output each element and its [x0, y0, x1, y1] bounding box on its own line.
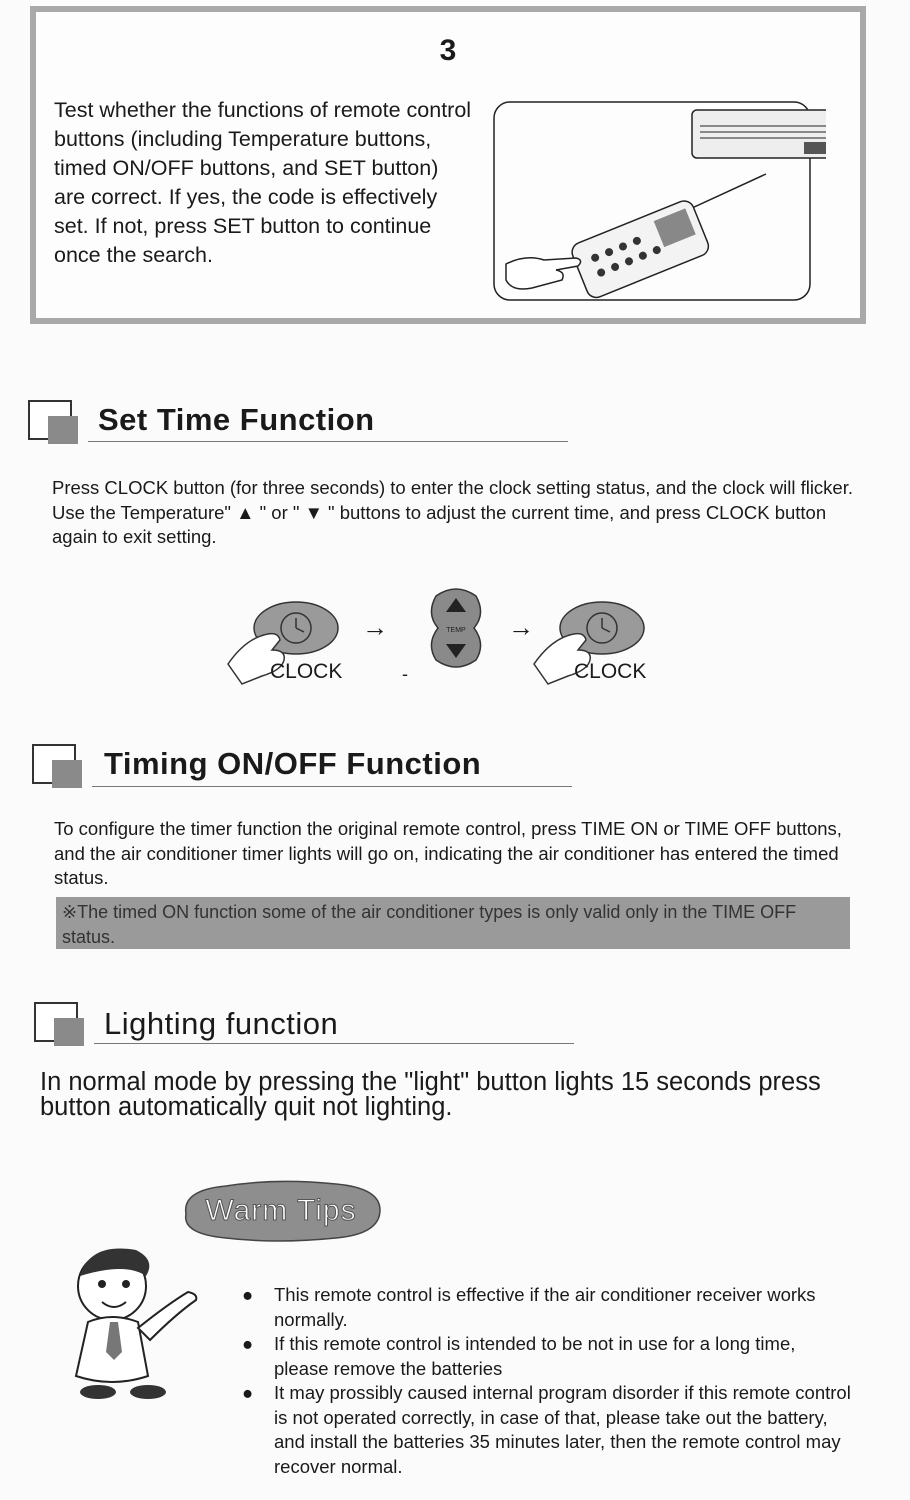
- lighting-description: In normal mode by pressing the "light" button lights 15 seconds press button automatically quit not lighting.: [40, 1068, 821, 1121]
- clock-label-left: CLOCK: [270, 660, 343, 683]
- warm-tips-badge: [176, 1178, 386, 1244]
- dash-mark: -: [402, 664, 408, 684]
- timing-description: To configure the timer function the original remote control, press TIME ON or TIME OFF buttons, and the air conditioner timer lights will go on, indicating the air conditioner has entered the timed status.: [54, 818, 842, 888]
- section-icon: [32, 744, 84, 790]
- step-number: 3: [439, 34, 457, 67]
- step-box: [30, 6, 866, 324]
- remote-ac-illustration: [466, 92, 826, 302]
- warm-tips-list: [242, 1283, 852, 1479]
- section-title-timing: Timing ON/OFF Function: [104, 746, 482, 781]
- cartoon-character: [52, 1242, 212, 1402]
- set-time-description: Press CLOCK button (for three seconds) to enter the clock setting status, and the clock will flicker. Use the Temperature" ▲ " or " ▼ " buttons to adjust the current time, and press CLOCK button again to exit setting.: [52, 477, 854, 547]
- section-title-set-time: Set Time Function: [98, 402, 375, 437]
- temp-up-down-button-illustration: [428, 586, 484, 670]
- bullet-icon: ●: [242, 1284, 254, 1305]
- divider: [94, 1043, 574, 1044]
- section-title-lighting: Lighting function: [104, 1006, 339, 1041]
- temp-button-label: TEMP: [446, 627, 466, 634]
- section-icon: [28, 400, 80, 446]
- divider: [92, 786, 572, 787]
- bullet-icon: ●: [242, 1333, 254, 1354]
- clock-label-right: CLOCK: [574, 660, 647, 683]
- tip-item: ● This remote control is effective if the air conditioner receiver works normally.: [242, 1284, 816, 1330]
- arrow-icon: →: [508, 612, 534, 642]
- warm-tips-title: Warm Tips: [205, 1194, 357, 1227]
- tip-item: ● If this remote control is intended to be not in use for a long time, please remove the batteries: [242, 1333, 796, 1379]
- arrow-icon: →: [362, 612, 388, 642]
- step-instructions: Test whether the functions of remote control buttons (including Temperature buttons, timed ON/OFF buttons, and SET button) are correct. If yes, the code is effectively set. If not, press SET button to continue once the search.: [54, 98, 472, 267]
- tip-item: ● It may prossibly caused internal program disorder if this remote control is not operated correctly, in case of that, please take out the battery, and install the batteries 35 minutes later, then the remote control may recover normal.: [242, 1382, 851, 1477]
- timing-note: ※The timed ON function some of the air conditioner types is only valid only in the TIME OFF status.: [56, 897, 850, 949]
- section-icon: [34, 1002, 86, 1048]
- bullet-icon: ●: [242, 1382, 254, 1403]
- divider: [88, 441, 568, 442]
